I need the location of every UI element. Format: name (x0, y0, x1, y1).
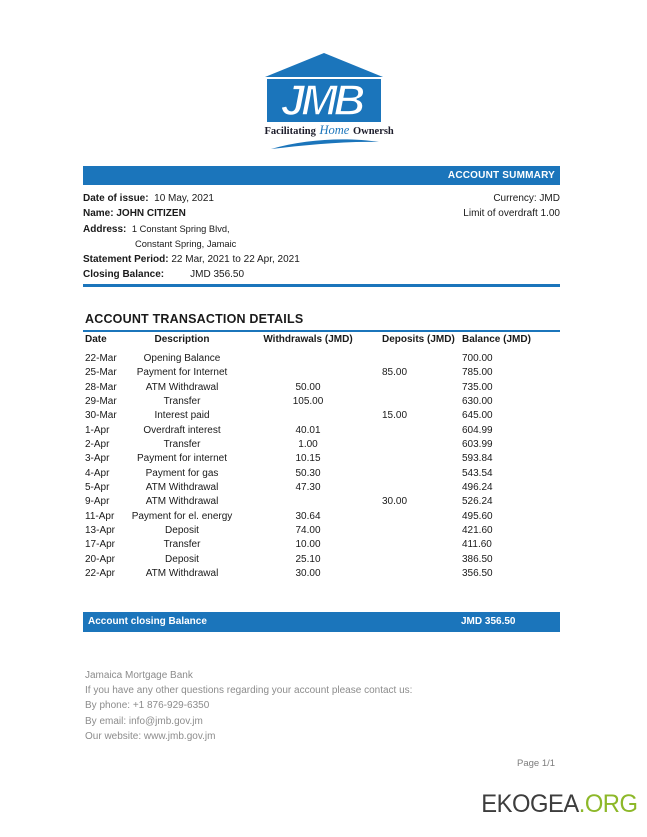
table-cell: 10.00 (295, 539, 321, 551)
table-cell (370, 395, 450, 409)
table-cell (370, 381, 450, 395)
house-body-icon (267, 79, 381, 122)
swoosh-icon (265, 138, 383, 156)
table-cell: 604.99 (462, 424, 493, 436)
address-line1: 1 Constant Spring Blvd, (131, 223, 230, 234)
table-row (83, 538, 560, 552)
address-row (83, 222, 413, 237)
table-cell: 421.60 (462, 524, 493, 536)
table-cell: 74.00 (295, 524, 321, 536)
table-row (83, 553, 560, 567)
summary-left-column (83, 191, 413, 283)
table-row (83, 438, 560, 452)
table-cell: 15.00 (382, 410, 408, 422)
date-of-issue-row (83, 191, 413, 206)
table-cell: ATM Withdrawal (145, 496, 219, 508)
table-cell (370, 467, 450, 481)
table-row (83, 567, 560, 581)
table-cell (370, 481, 450, 495)
closing-bar-label: Account closing Balance (88, 616, 207, 627)
table-cell (246, 409, 370, 423)
table-cell: 30.00 (295, 567, 321, 579)
logo-tagline (264, 123, 394, 138)
logo-acronym: JMB (280, 79, 362, 122)
table-cell: Payment for Internet (136, 367, 228, 379)
table-cell: Overdraft interest (143, 424, 221, 436)
table-cell: 22-Apr (85, 567, 116, 579)
table-cell: 593.84 (462, 453, 493, 465)
account-closing-balance-bar (83, 612, 560, 632)
table-cell: 645.00 (462, 410, 493, 422)
table-cell: 496.24 (462, 481, 493, 493)
table-cell: 22-Mar (85, 353, 117, 364)
transactions-table-header (83, 334, 560, 345)
table-cell (246, 366, 370, 380)
footer-website: Our website: www.jmb.gov.jm (85, 730, 216, 742)
table-cell: 4-Apr (85, 467, 110, 479)
tagline-prefix: Facilitating (264, 126, 316, 137)
watermark-name: EKOGEA (480, 790, 579, 818)
name-label: Name: (83, 208, 114, 220)
table-cell: 735.00 (462, 381, 493, 393)
table-cell (370, 538, 450, 552)
table-cell (370, 452, 450, 466)
closing-balance-value: JMD 356.50 (190, 269, 245, 281)
footer-bank-name: Jamaica Mortgage Bank (85, 670, 193, 681)
table-cell (246, 495, 370, 509)
table-row (83, 452, 560, 466)
table-row (83, 495, 560, 509)
date-of-issue-value: 10 May, 2021 (154, 193, 214, 204)
table-cell: Payment for internet (136, 453, 228, 465)
ekogea-watermark (481, 790, 637, 819)
address-label: Address: (83, 223, 127, 235)
table-cell: Deposit (165, 553, 199, 565)
table-cell: 50.30 (295, 467, 321, 479)
table-row (83, 352, 560, 366)
table-cell: 495.60 (462, 510, 493, 522)
summary-divider-line (83, 284, 560, 287)
table-cell: 47.30 (295, 481, 321, 493)
date-of-issue-label: Date of issue: (83, 193, 149, 204)
table-cell: 526.24 (462, 496, 493, 508)
table-cell: ATM Withdrawal (145, 481, 219, 493)
name-row (83, 206, 413, 221)
summary-right-column (390, 191, 560, 222)
table-cell: 30.00 (382, 496, 408, 508)
table-cell: 785.00 (462, 367, 493, 379)
table-cell: 1.00 (298, 438, 318, 450)
table-cell: Transfer (163, 438, 201, 450)
table-cell: 105.00 (292, 395, 324, 407)
table-cell: ATM Withdrawal (145, 567, 219, 579)
table-cell: 9-Apr (85, 496, 110, 508)
closing-bar-value: JMD 356.50 (461, 616, 516, 627)
table-cell: Opening Balance (143, 353, 221, 364)
table-row (83, 366, 560, 380)
table-row (83, 524, 560, 538)
watermark-tld: .ORG (578, 790, 637, 818)
table-cell: 50.00 (295, 381, 321, 393)
table-cell (370, 352, 450, 366)
table-cell: 30-Mar (85, 410, 117, 422)
overdraft-limit-row: Limit of overdraft 1.00 (463, 208, 560, 220)
column-header-date: Date (85, 334, 107, 345)
table-cell (370, 424, 450, 438)
table-cell (370, 510, 450, 524)
column-header-deposits: Deposits (JMD) (382, 334, 455, 345)
table-cell: 25-Mar (85, 367, 117, 379)
footer-phone: By phone: +1 876-929-6350 (85, 700, 210, 712)
table-cell: Transfer (163, 395, 201, 407)
table-cell (246, 352, 370, 366)
tagline-script-word: Home (319, 123, 350, 137)
table-row (83, 510, 560, 524)
table-cell: 40.01 (295, 424, 321, 436)
table-cell: 20-Apr (85, 553, 116, 565)
table-cell: Transfer (163, 539, 201, 551)
table-row (83, 481, 560, 495)
table-cell: 13-Apr (85, 524, 116, 536)
table-row (83, 381, 560, 395)
footer-contact-block (85, 668, 505, 744)
table-cell: 25.10 (295, 553, 321, 565)
table-cell: 10.15 (295, 453, 321, 465)
table-cell: Payment for gas (145, 467, 219, 479)
column-header-description: Description (154, 334, 210, 345)
table-row (83, 395, 560, 409)
column-header-balance: Balance (JMD) (462, 334, 531, 345)
jmb-logo (264, 53, 394, 156)
table-cell: 5-Apr (85, 481, 110, 493)
closing-balance-row (83, 267, 413, 282)
table-cell (370, 553, 450, 567)
table-cell: ATM Withdrawal (145, 381, 219, 393)
table-row (83, 424, 560, 438)
table-cell (370, 524, 450, 538)
statement-period-label: Statement Period: (83, 254, 169, 266)
page-number: Page 1/1 (517, 758, 556, 769)
transactions-title: ACCOUNT TRANSACTION DETAILS (83, 312, 560, 332)
table-cell (370, 567, 450, 581)
statement-period-row (83, 252, 413, 267)
closing-balance-label: Closing Balance: (83, 269, 165, 281)
house-roof-icon (265, 53, 383, 77)
table-cell: 603.99 (462, 438, 493, 450)
table-cell: 630.00 (462, 395, 493, 407)
table-cell: Payment for el. energy (131, 510, 233, 522)
table-cell: 543.54 (462, 467, 493, 479)
table-cell: 386.50 (462, 553, 493, 565)
name-value: JOHN CITIZEN (116, 208, 186, 220)
table-cell: 356.50 (462, 567, 493, 579)
footer-contact-intro: If you have any other questions regarding your account please contact us: (85, 685, 413, 697)
table-cell: 3-Apr (85, 453, 110, 465)
table-cell: 700.00 (462, 353, 493, 364)
table-cell (370, 438, 450, 452)
transaction-rows (83, 352, 560, 581)
table-cell: Deposit (165, 524, 199, 536)
table-cell: 28-Mar (85, 381, 117, 393)
tagline-suffix: Ownersh (352, 126, 394, 137)
table-cell: 11-Apr (85, 510, 115, 522)
table-cell: 411.60 (462, 539, 492, 551)
table-row (83, 409, 560, 423)
table-cell: 85.00 (382, 367, 408, 379)
table-row (83, 467, 560, 481)
currency-row: Currency: JMD (493, 193, 560, 204)
address-line2: Constant Spring, Jamaic (135, 238, 237, 249)
table-cell: 30.64 (295, 510, 321, 522)
table-cell: 17-Apr (85, 539, 116, 551)
table-cell: Interest paid (154, 410, 210, 422)
footer-email: By email: info@jmb.gov.jm (85, 715, 203, 727)
table-cell: 1-Apr (85, 424, 110, 436)
account-summary-header-bar: ACCOUNT SUMMARY (83, 166, 560, 185)
table-cell: 2-Apr (85, 438, 110, 450)
statement-period-value: 22 Mar, 2021 to 22 Apr, 2021 (171, 254, 300, 266)
table-cell: 29-Mar (85, 395, 117, 407)
column-header-withdrawals: Withdrawals (JMD) (263, 334, 353, 345)
